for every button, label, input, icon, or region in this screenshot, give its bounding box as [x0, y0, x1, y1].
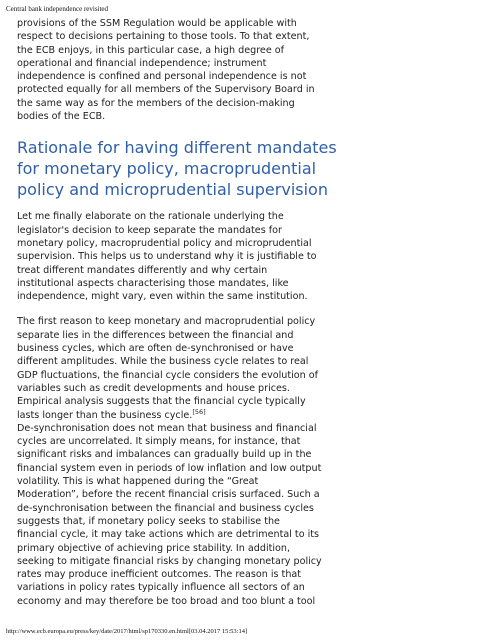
text-line: De-synchronisation does not mean that business and financial — [17, 422, 317, 434]
text-line: treat different mandates differently and why certain — [17, 264, 268, 276]
text-line: legislator's decision to keep separate the mandates for — [17, 224, 282, 236]
heading-line: Rationale for having different mandates — [17, 138, 337, 158]
text-line: The first reason to keep monetary and macroprudential policy — [17, 316, 316, 328]
paragraph-first-reason — [17, 315, 482, 421]
text-line: the ECB enjoys, in this particular case, a high degree of — [17, 44, 285, 56]
paragraph-ssm-provisions — [17, 17, 482, 123]
text-line: volatility. This is what happened during the “Great — [17, 476, 259, 488]
text-line: primary objective of achieving price stability. In addition, — [17, 542, 291, 554]
text-line: financial system even in periods of low inflation and low output — [17, 462, 322, 474]
text-line — [17, 409, 482, 422]
text-line: separate lies in the differences between the financial and — [17, 329, 294, 341]
text-line: variations in policy rates typically influence all sectors of an — [17, 582, 305, 594]
page-footer-url: http://www.ecb.europa.eu/press/key/date/2017/html/sp170330.en.html[03.04.2017 15:53:14] — [6, 628, 248, 635]
text-line: operational and financial independence; instrument — [17, 57, 267, 69]
text-line: institutional aspects characterising those mandates, like — [17, 277, 289, 289]
text-line: monetary policy, macroprudential policy and microprudential — [17, 237, 312, 249]
text-line: significant risks and imbalances can gradually build up in the — [17, 449, 312, 461]
text-line: respect to decisions pertaining to those tools. To that extent, — [17, 31, 310, 43]
text-line: cycles are uncorrelated. It simply means, for instance, that — [17, 436, 301, 448]
text-line: variables such as credit developments and house prices. — [17, 382, 290, 394]
text-line: rates may produce inefficient outcomes. The reason is that — [17, 569, 302, 581]
heading-line: policy and microprudential supervision — [17, 180, 328, 200]
heading-line: for monetary policy, macroprudential — [17, 159, 317, 179]
text-line: Moderation”, before the recent financial crisis surfaced. Such a — [17, 489, 320, 501]
text-line: financial cycle, it may take actions which are detrimental to its — [17, 529, 320, 541]
text-line: Empirical analysis suggests that the financial cycle typically — [17, 396, 306, 408]
text-line: bodies of the ECB. — [17, 111, 106, 123]
section-heading — [17, 137, 482, 200]
text-line: supervision. This helps us to understand why it is justifiable to — [17, 251, 317, 263]
text-line: different amplitudes. While the business cycle relates to real — [17, 356, 309, 368]
text-line: GDP fluctuations, the financial cycle considers the evolution of — [17, 369, 319, 381]
text-line: independence, might vary, even within the same institution. — [17, 291, 308, 303]
text-line: de-synchronisation between the financial and business cycles — [17, 502, 314, 514]
article-body — [17, 17, 482, 608]
text-line: the same way as for the members of the decision-making — [17, 97, 295, 109]
text-line: protected equally for all members of the Supervisory Board in — [17, 84, 315, 96]
text-line: Let me finally elaborate on the rationale underlying the — [17, 211, 284, 223]
text-line: suggests that, if monetary policy seeks to stabilise the — [17, 515, 280, 527]
running-head: Central bank independence revisited — [6, 5, 109, 13]
paragraph-rationale-intro — [17, 210, 482, 303]
text-line: business cycles, which are often de-synchronised or have — [17, 343, 294, 355]
text-line: seeking to mitigate financial risks by changing monetary policy — [17, 555, 322, 567]
text-line-content: lasts longer than the business cycle. — [17, 409, 193, 421]
text-line: provisions of the SSM Regulation would be applicable with — [17, 18, 297, 29]
text-line: economy and may therefore be too broad and too blunt a tool — [17, 595, 316, 607]
footnote-link[interactable]: [56] — [192, 407, 206, 416]
text-line: independence is confined and personal independence is not — [17, 71, 307, 83]
paragraph-de-synchronisation — [17, 422, 482, 608]
